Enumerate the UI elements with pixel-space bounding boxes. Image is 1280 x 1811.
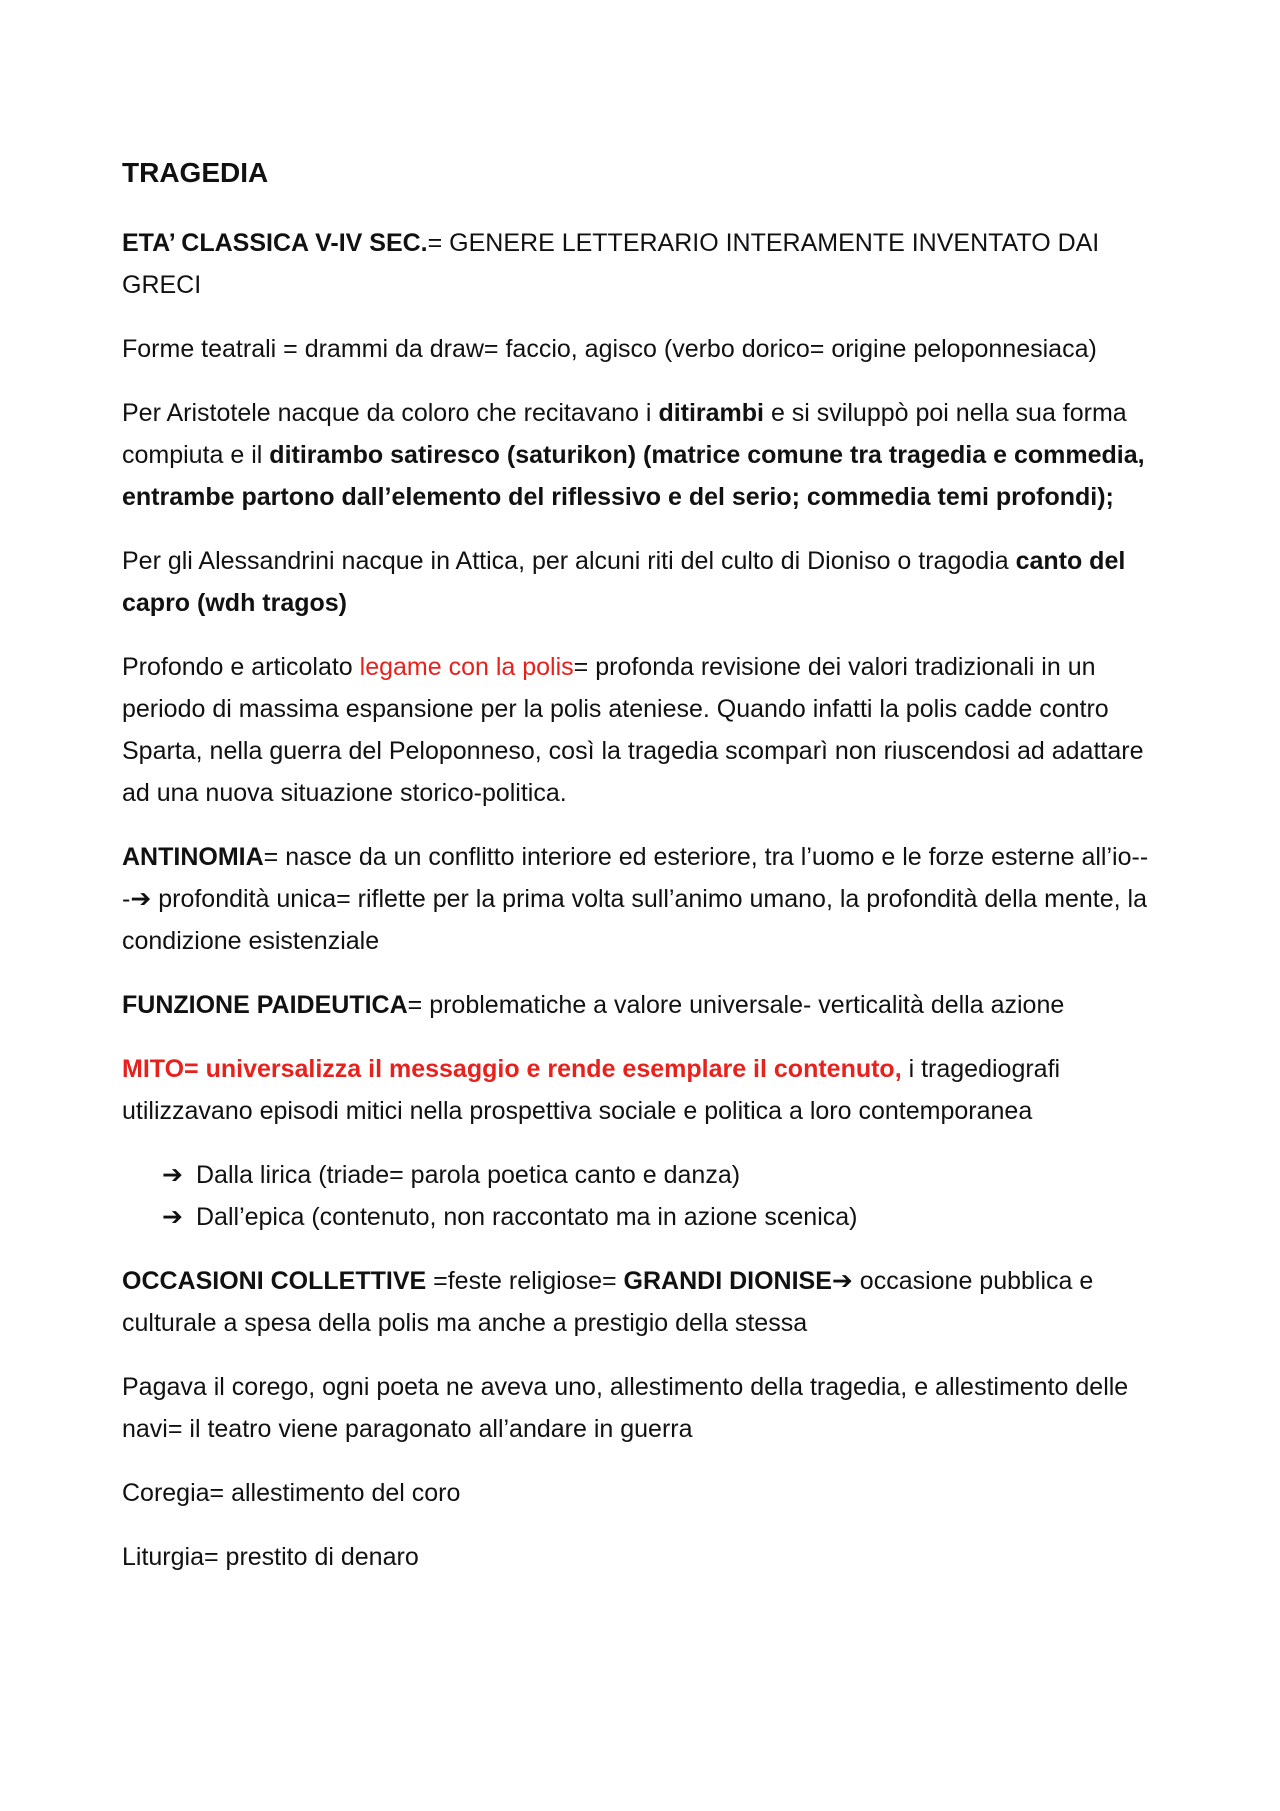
term-ditirambi: ditirambi xyxy=(658,399,765,427)
arrow-right-icon: ➔ xyxy=(162,1161,183,1189)
arrow-right-icon: ➔ xyxy=(130,885,152,913)
paragraph-text: Per Aristotele nacque da coloro che recitavano i xyxy=(122,399,659,427)
paragraph-text: occasione pubblica e culturale a spesa della polis ma anche a prestigio della stessa xyxy=(122,1267,1094,1337)
term-canto-del-capro: canto del capro (wdh tragos) xyxy=(122,547,1126,617)
paragraph-text: i tragediografi utilizzavano episodi mitici nella prospettiva sociale e politica a loro contemporanea xyxy=(122,1055,1061,1125)
paragraph-text: profondità unica= riflette per la prima volta sull’animo umano, la profondità della mente, la condizione esistenziale xyxy=(122,885,1147,955)
paragraph-coregia xyxy=(122,1472,1150,1514)
paragraph-text: Coregia= allestimento del coro xyxy=(122,1479,461,1507)
term-eta-classica: ETA’ CLASSICA V-IV SEC. xyxy=(122,229,428,257)
list-item-text: Dalla lirica (triade= parola poetica canto e danza) xyxy=(196,1161,741,1189)
paragraph-polis xyxy=(122,646,1150,814)
paragraph-mito xyxy=(122,1048,1150,1132)
paragraph-corego xyxy=(122,1366,1150,1450)
term-antinomia: ANTINOMIA xyxy=(122,843,264,871)
paragraph-liturgia xyxy=(122,1536,1150,1578)
paragraph-text: = profonda revisione dei valori tradizionali in un periodo di massima espansione per la polis ateniese. Quando infatti la polis cadde contro Sparta, nella guerra del Peloponneso, così la tragedia scomparì non riuscendosi ad adattare ad una nuova situazione storico-politica. xyxy=(122,653,1144,807)
paragraph-funzione-paideutica xyxy=(122,984,1150,1026)
paragraph-text: Pagava il corego, ogni poeta ne aveva uno, allestimento della tragedia, e allestimento delle navi= il teatro viene paragonato all’andare in guerra xyxy=(122,1373,1129,1443)
highlight-mito: MITO= universalizza il messaggio e rende esemplare il contenuto, xyxy=(122,1055,902,1083)
paragraph-forme-teatrali xyxy=(122,328,1150,370)
paragraph-antinomia xyxy=(122,836,1150,962)
arrow-right-icon: ➔ xyxy=(831,1267,853,1295)
arrow-right-icon: ➔ xyxy=(162,1203,183,1231)
term-funzione-paideutica: FUNZIONE PAIDEUTICA xyxy=(122,991,408,1019)
term-grandi-dionise: GRANDI DIONISE xyxy=(623,1267,832,1295)
list-item xyxy=(162,1154,1150,1196)
paragraph-text: = GENERE LETTERARIO INTERAMENTE INVENTATO DAI GRECI xyxy=(122,229,1100,299)
paragraph-text: e si sviluppò poi nella sua forma compiuta e il xyxy=(122,399,1127,469)
paragraph-eta-classica xyxy=(122,222,1150,306)
paragraph-occasioni-collettive xyxy=(122,1260,1150,1344)
paragraph-text: =feste religiose= xyxy=(426,1267,624,1295)
paragraph-text: Per gli Alessandrini nacque in Attica, per alcuni riti del culto di Dioniso o tragodia xyxy=(122,547,1016,575)
paragraph-aristotele xyxy=(122,392,1150,518)
term-ditirambo-satiresco: ditirambo satiresco (saturikon) (matrice comune tra tragedia e commedia, entrambe partono dall’elemento del riflessivo e del serio; commedia temi profondi); xyxy=(122,441,1145,511)
paragraph-text: = nasce da un conflitto interiore ed esteriore, tra l’uomo e le forze esterne all’io--- xyxy=(122,843,1149,913)
term-occasioni-collettive: OCCASIONI COLLETTIVE xyxy=(122,1267,427,1295)
paragraph-text: = problematiche a valore universale- verticalità della azione xyxy=(407,991,1065,1019)
page-title: TRAGEDIA xyxy=(122,157,269,188)
paragraph-alessandrini xyxy=(122,540,1150,624)
paragraph-text: Liturgia= prestito di denaro xyxy=(122,1543,419,1571)
list-item xyxy=(162,1196,1150,1238)
arrow-list xyxy=(122,1154,1150,1238)
list-item-text: Dall’epica (contenuto, non raccontato ma in azione scenica) xyxy=(196,1203,858,1231)
paragraph-text: Profondo e articolato xyxy=(122,653,360,681)
paragraph-text: Forme teatrali = drammi da draw= faccio, agisco (verbo dorico= origine peloponnesiaca) xyxy=(122,335,1097,363)
highlight-legame-polis: legame con la polis xyxy=(359,653,574,681)
